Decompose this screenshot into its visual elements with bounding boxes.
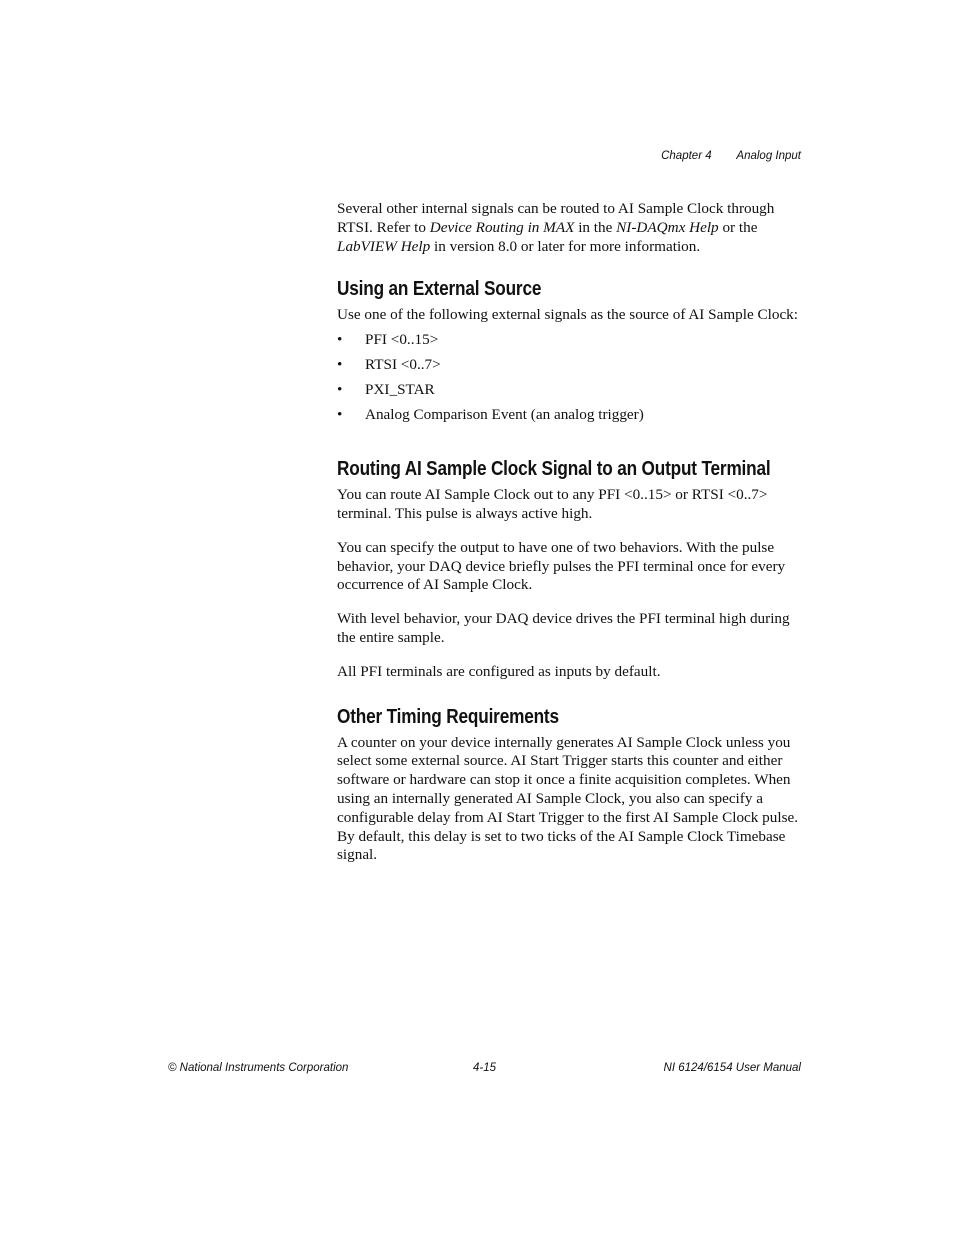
running-header xyxy=(661,150,801,162)
list-item-text: PFI <0..15> xyxy=(365,331,439,349)
bullet-glyph: • xyxy=(337,356,343,374)
chapter-label: Chapter 4 xyxy=(661,150,712,162)
section-heading-timing-requirements: Other Timing Requirements xyxy=(337,705,559,728)
running-footer xyxy=(168,1062,801,1078)
list-item xyxy=(337,331,803,356)
list-item xyxy=(337,406,803,431)
output-terminal-paragraph-3: With level behavior, your DAQ device drives the PFI terminal high during the entire sample. xyxy=(337,610,790,646)
intro-text-1: Several other internal signals can be routed to AI Sample Clock through RTSI. Refer to xyxy=(337,200,775,236)
output-terminal-paragraph-2: You can specify the output to have one of two behaviors. With the pulse behavior, your DAQ device briefly pulses the PFI terminal once for every occurrence of AI Sample Clock. xyxy=(337,538,786,594)
intro-text-2: in the xyxy=(574,218,617,236)
nidaqmx-help-reference: NI-DAQmx Help xyxy=(616,218,719,236)
list-item-text: PXI_STAR xyxy=(365,381,435,399)
timing-requirements-paragraph: A counter on your device internally generates AI Sample Clock unless you select some external source. AI Start Trigger starts this counter and either software or hardware can stop it once a finite acquisition completes. When using an internally generated AI Sample Clock, you also can specify a configurable delay from AI Start Trigger to the first AI Sample Clock pulse. By default, this delay is set to two ticks of the AI Sample Clock Timebase signal. xyxy=(337,733,799,864)
list-item-text: RTSI <0..7> xyxy=(365,356,441,374)
intro-paragraph xyxy=(337,200,803,256)
intro-text-3: or the xyxy=(718,218,758,236)
section-heading-external-source: Using an External Source xyxy=(337,278,542,301)
copyright-text: © National Instruments Corporation xyxy=(168,1062,349,1074)
section-label: Analog Input xyxy=(736,150,801,162)
device-routing-reference: Device Routing in MAX xyxy=(429,218,575,236)
section-heading-output-terminal: Routing AI Sample Clock Signal to an Output Terminal xyxy=(337,458,771,481)
page-content xyxy=(337,200,803,880)
intro-text-4: in version 8.0 or later for more information. xyxy=(430,237,701,255)
list-item-text: Analog Comparison Event (an analog trigger) xyxy=(365,406,644,424)
external-signal-list xyxy=(337,331,803,431)
page-number: 4-15 xyxy=(473,1062,497,1074)
labview-help-reference: LabVIEW Help xyxy=(337,237,431,255)
bullet-glyph: • xyxy=(337,331,343,349)
bullet-glyph: • xyxy=(337,381,343,399)
manual-title: NI 6124/6154 User Manual xyxy=(663,1062,801,1074)
output-terminal-paragraph-1: You can route AI Sample Clock out to any PFI <0..15> or RTSI <0..7> terminal. This pulse is always active high. xyxy=(337,486,768,522)
external-source-lead: Use one of the following external signals as the source of AI Sample Clock: xyxy=(337,306,799,324)
bullet-glyph: • xyxy=(337,406,343,424)
list-item xyxy=(337,381,803,406)
output-terminal-paragraph-4: All PFI terminals are configured as inputs by default. xyxy=(337,662,661,680)
list-item xyxy=(337,356,803,381)
